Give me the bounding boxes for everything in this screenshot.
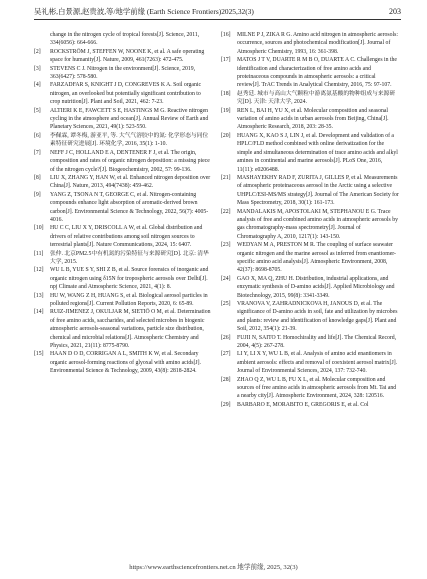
reference-text: HU W, WANG Z H, HUANG S, et al. Biological aerosol particles in polluted regions[J]. Current Pollution Reports, 2020, 6: 65-89. — [50, 292, 208, 307]
reference-text: WEDYAN M A, PRESTON M R. The coupling of surface seawater organic nitrogen and the marine aerosol as inferred from enantiomer-specific amino acid analysis[J]. Atmospheric Environment, 2008, 42(37): 8698-8705. — [237, 242, 396, 274]
reference-number: [24] — [221, 275, 231, 282]
reference-text: WU L B, YUE S Y, SHI Z B, et al. Source forensics of inorganic and organic nitrogen using δ15N for tropospheric aerosols over Delhi[J]. npj Climate and Atmospheric Science, 2021, 4(1): 8. — [50, 267, 209, 291]
reference-number: [6] — [34, 132, 41, 139]
reference-text: RUIZ-JIMENEZ J, OKULJAR M, SIETIÖ O M, et al. Determination of free amino acids, saccharides, and selected microbes in biogenic atmospheric aerosols-seasonal variations, particle size distribution, chemical and microbial relations[J]. Atmospheric Chemistry and Physics, 2021, 21(11): 8775-8790. — [50, 309, 211, 350]
reference-entry — [34, 149, 212, 174]
page-header — [34, 5, 401, 18]
reference-number: [3] — [34, 65, 41, 72]
reference-text: BARBARO E, MORABITO E, GREGORIS E, et al. Col — [237, 401, 369, 408]
reference-number: [5] — [34, 107, 41, 114]
right-reference-column — [221, 31, 399, 409]
running-title: 吴礼彬,白景源,赵贵波,等/地学前缘 (Earth Science Frontiers)2025,32(3) — [34, 7, 254, 16]
reference-entry — [221, 275, 399, 300]
reference-number: [14] — [34, 309, 44, 316]
reference-text: ROCKSTRÖM J, STEFFEN W, NOONE K, et al. A safe operating space for humanity[J]. Nature, 2009, 461(7263): 472-475. — [50, 48, 205, 64]
reference-text: FUJII N, SAITO T. Homochirality and life[J]. The Chemical Record, 2004, 4(5): 267-278. — [237, 334, 397, 350]
page-number: 203 — [389, 7, 401, 16]
reference-number: [16] — [221, 32, 231, 38]
reference-entry — [34, 81, 212, 106]
reference-number: [15] — [34, 351, 44, 358]
reference-number: [19] — [221, 107, 231, 114]
reference-number: [11] — [34, 250, 44, 257]
reference-text: NEFF J C, HOLLAND E A, DENTENER F J, et al. The origin, composition and rates of organic nitrogen deposition: a missing piece of the nitrogen cycle?[J]. Biogeochemistry, 2002, 57: 99-136. — [50, 149, 210, 173]
reference-entry — [34, 292, 212, 309]
reference-number: [27] — [221, 351, 231, 358]
reference-entry — [34, 132, 212, 149]
reference-text: 赵秀廷. 城市与高山大气颗粒中游离氨基酸的物种组成与来源研究[D]. 天津: 天津大学, 2024. — [237, 90, 396, 106]
reference-number: [26] — [221, 334, 231, 341]
reference-number: [25] — [221, 301, 231, 307]
reference-text: 张仲. 北京PM2.5中有机氮的污染特征与来源研究[D]. 北京: 清华大学, 2015. — [50, 250, 209, 265]
reference-entry — [221, 350, 399, 375]
reference-entry — [221, 376, 399, 401]
header-rule — [34, 19, 401, 20]
reference-entry — [34, 174, 212, 191]
reference-entry — [221, 56, 399, 90]
reference-number: [10] — [34, 225, 44, 232]
reference-number: [29] — [221, 401, 231, 408]
reference-number: [20] — [221, 132, 231, 139]
reference-text: FARZADFAR S, KNIGHT J D, CONGREVES K A. Soil organic nitrogen, an overlooked but potentially significant contribution to crop nutrition[J]. Plant and Soil, 2021, 462: 7-23. — [50, 82, 202, 106]
reference-text: YANG Z, TSONA N T, GEORGE C, et al. Nitrogen-containing compounds enhance light absorption of aromatic-derived brown carbon[J]. Environmental Science & Technology, 2022, 56(7): 4005-4016. — [50, 191, 209, 223]
reference-text: MANDALAKIS M, APOSTOLAKI M, STEPHANOU E G. Trace analysis of free and combined amino acids in atmospheric aerosols by gas chromatography-mass spectrometry[J]. Journal of Chromatography A, 2010, 1217(1): 143-150. — [237, 208, 398, 240]
reference-number: [22] — [221, 208, 231, 215]
reference-entry — [34, 224, 212, 249]
reference-text: MATOS J T V, DUARTE R M B O, DUARTE A C. Challenges in the identification and characterization of free amino acids and proteinaceous compounds in atmospheric aerosols: a critical review[J]. TrAC Trends in Analytical Chemistry, 2016, 75: 97-107. — [237, 57, 397, 89]
reference-text: GAO X, MA Q, ZHU H. Distribution, industrial applications, and enzymatic synthesis of D-amino acids[J]. Applied Microbiology and Biotechnology, 2015, 99(8): 3341-3349. — [237, 275, 395, 299]
reference-text: HUANG X, KAO S J, LIN J, et al. Development and validation of a HPLC/FLD method combined with online derivatization for the simple and simultaneous determination of trace amino acids and alkyl amines in continental and marine aerosols[J]. PLoS One, 2016, 11(11): e0206488. — [237, 132, 398, 173]
reference-number: [9] — [34, 191, 41, 198]
reference-entry — [34, 31, 212, 48]
reference-entry — [34, 48, 212, 65]
reference-number: [28] — [221, 376, 231, 383]
reference-entry — [221, 31, 399, 56]
reference-text: LI Y, LI X Y, WU L B, et al. Analysis of amino acid enantiomers in ambient aerosols: effects and removal of coexistent aerosol matrix[J]. Journal of Environmental Sciences, 2024, 137: 732-740. — [237, 351, 398, 375]
reference-entry — [34, 250, 212, 267]
reference-entry — [34, 191, 212, 225]
reference-entry — [34, 308, 212, 350]
reference-entry — [34, 350, 212, 375]
reference-text: VRANOVA V, ZAHRADNICKOVA H, JANOUS D, et al. The significance of D-amino acids in soil, fate and utilization by microbes and plants: review and identification of knowledge gaps[J]. Plant and Soil, 2012, 354(1): 21-39. — [237, 301, 398, 333]
reference-text: HAAN D O D, CORRIGAN A L, SMITH K W, et al. Secondary organic aerosol-forming reactions of glyoxal with amino acids[J]. Environmental Science & Technology, 2009, 43(8): 2818-2824. — [50, 351, 201, 375]
page-footer: https://www.earthsciencefrontiers.net.cn 地学前缘, 2025, 32(3) — [129, 564, 298, 571]
reference-text: ALTIERI K E, FAWCETT S E, HASTINGS M G. Reactive nitrogen cycling in the atmosphere and ocean[J]. Annual Review of Earth and Planetary Sciences, 2021, 49(1): 523-550. — [50, 107, 209, 131]
reference-text: MASHAYEKHY RAD F, ZURITA J, GILLES P, et al. Measurements of atmospheric proteinaceous aerosol in the Arctic using a selective UHPLC/ESI-MS/MS strategy[J]. Journal of The American Society for Mass Spectrometry, 2018, 30(1): 161-173. — [237, 174, 399, 207]
reference-text: change in the nitrogen cycle of tropical forests[J]. Science, 2011, 334(6056): 664-666. — [50, 32, 200, 47]
reference-entry — [221, 132, 399, 174]
reference-entry — [221, 334, 399, 351]
reference-text: 李佩霖, 谭冬梅, 游亚平, 等. 大气气溶胶中的氮: 化学形态与同位素特征研究进展[J]. 环境化学, 2016, 35(1): 1-10. — [50, 132, 209, 148]
left-reference-column — [34, 31, 212, 376]
reference-number: [18] — [221, 90, 231, 97]
reference-number: [7] — [34, 149, 41, 156]
reference-number: [8] — [34, 174, 41, 181]
reference-entry — [221, 107, 399, 132]
reference-entry — [34, 65, 212, 82]
reference-entry — [34, 107, 212, 132]
reference-entry — [221, 174, 399, 208]
reference-text: LIU X, ZHANG Y, HAN W, et al. Enhanced nitrogen deposition over China[J]. Nature, 2013, 494(7438): 459-462. — [50, 174, 211, 190]
reference-text: STEVENS C J. Nitrogen in the environment[J]. Science, 2019, 363(6427): 578-580. — [50, 65, 196, 81]
reference-text: HU C C, LIU X Y, DRISCOLL A W, et al. Global distribution and drivers of relative contributions among soil nitrogen sources to terrestrial plants[J]. Nature Communications, 2024, 15: 6407. — [50, 225, 203, 249]
reference-text: MILNE P J, ZIKA R G. Amino acid nitrogen in atmospheric aerosols: occurrence, sources and photochemical modification[J]. Journal of Atmospheric Chemistry, 1993, 16: 361-398. — [237, 32, 398, 55]
reference-number: [21] — [221, 174, 231, 181]
reference-number: [2] — [34, 48, 41, 55]
reference-entry — [221, 300, 399, 334]
reference-entry — [221, 90, 399, 107]
reference-entry — [221, 241, 399, 275]
reference-entry — [34, 266, 212, 291]
reference-entry — [221, 401, 399, 409]
reference-text: REN L, BAI H, YU X, et al. Molecular composition and seasonal variation of amino acids in urban aerosols from Beijing, China[J]. Atmospheric Research, 2018, 203: 28-35. — [237, 107, 389, 131]
reference-number: [4] — [34, 82, 41, 89]
reference-entry — [221, 208, 399, 242]
reference-number: [17] — [221, 57, 231, 64]
reference-number: [13] — [34, 292, 44, 299]
reference-number: [23] — [221, 242, 231, 249]
reference-text: ZHAO Q Z, WU L B, FU X L, et al. Molecular composition and sources of free amino acids in atmospheric aerosols from Mt. Tai and a nearby city[J]. Atmospheric Environment, 2024, 328: 120516. — [237, 376, 397, 400]
reference-number: [12] — [34, 267, 44, 274]
